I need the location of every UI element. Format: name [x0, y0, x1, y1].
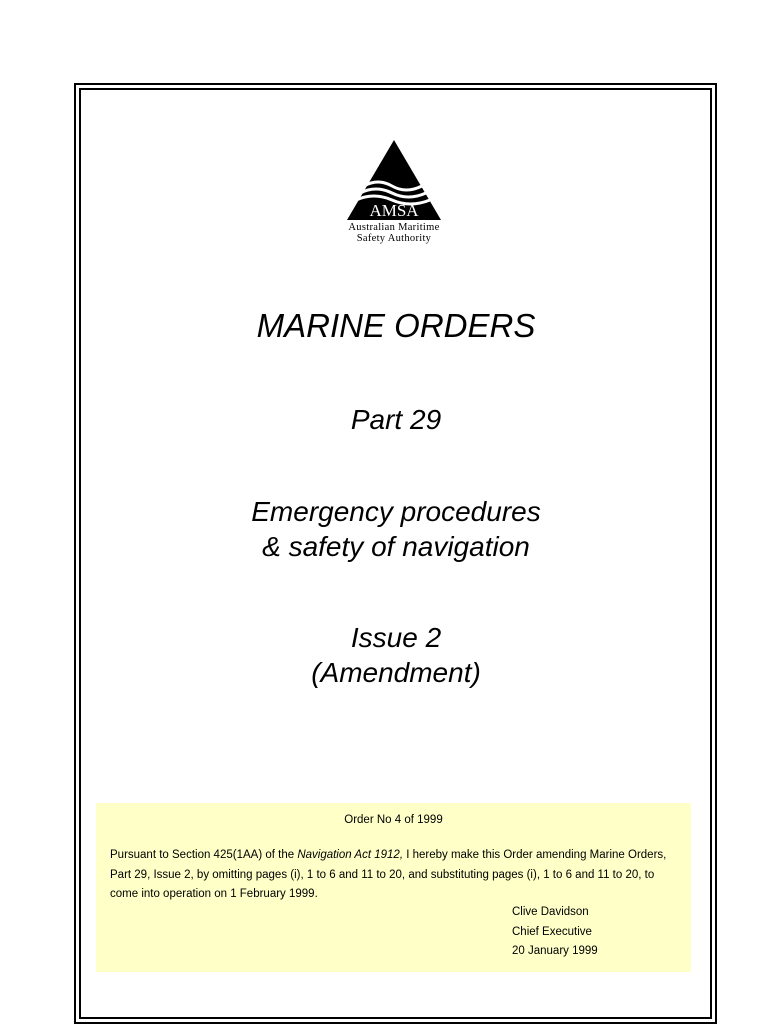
part-number: Part 29	[350, 404, 442, 435]
document-title: MARINE ORDERS	[256, 307, 536, 344]
logo-caption-line1: Australian Maritime	[348, 222, 440, 233]
logo-caption	[300, 222, 488, 244]
order-text-before-act: Pursuant to Section 425(1AA) of the	[110, 849, 298, 861]
issue-line2: (Amendment)	[311, 657, 481, 688]
signatory-name: Clive Davidson	[512, 906, 589, 918]
document-subject	[80, 494, 712, 564]
issue-line1: Issue 2	[350, 622, 442, 653]
logo-wordmark: AMSA	[369, 201, 419, 220]
logo-caption-line2: Safety Authority	[356, 233, 432, 244]
signature-block	[512, 903, 682, 962]
order-notice-box	[96, 803, 691, 972]
order-text-after-act: I hereby make this Order amending Marine Orders, Part 29, Issue 2, by omitting pages (i), 1 to 6 and 11 to 20, and substituting pages (i), 1 to 6 and 11 to 20, to come into operation on 1 February 1999.	[110, 849, 667, 900]
act-name: Navigation Act 1912,	[297, 849, 404, 861]
subject-line1: Emergency procedures	[251, 496, 541, 527]
signatory-title: Chief Executive	[512, 925, 592, 938]
order-text	[110, 846, 685, 905]
order-date: 20 January 1999	[512, 945, 598, 957]
issue-info	[80, 620, 712, 690]
subject-line2: & safety of navigation	[262, 531, 530, 562]
order-number: Order No 4 of 1999	[344, 814, 443, 826]
